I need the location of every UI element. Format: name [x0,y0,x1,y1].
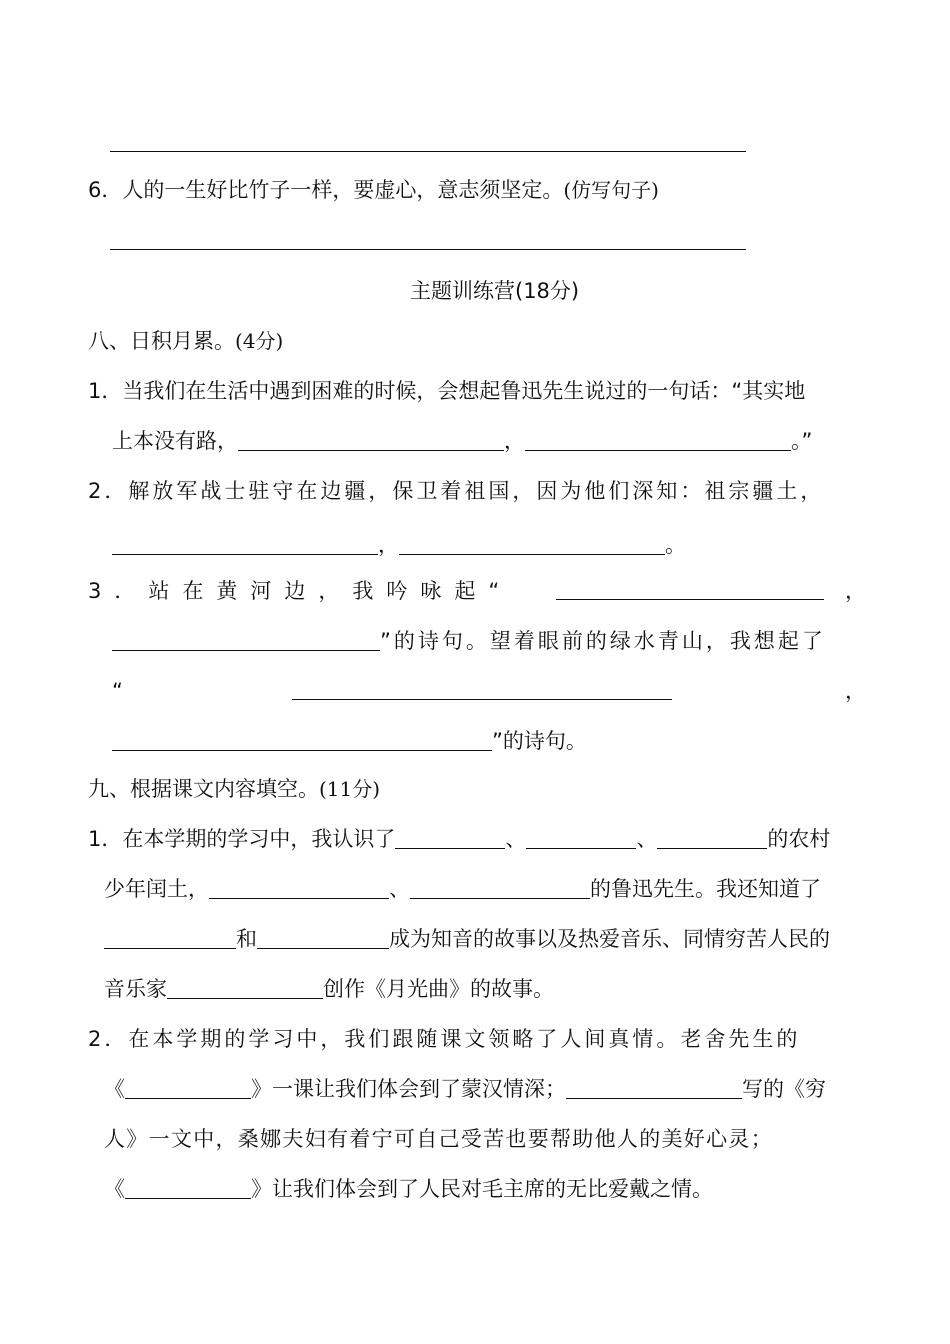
s8-question-1-line-1: 1．当我们在生活中遇到困难的时候，会想起鲁迅先生说过的一句话：“其实地 [88,379,806,403]
s9-question-1-line-4: 音乐家 创作《月光曲》的故事。 [104,977,554,1001]
fill-blank[interactable] [566,1078,742,1099]
section-9-heading-text: 九、根据课文内容填空。 [88,777,319,801]
s8-question-2-line-2: ， 。 [112,532,686,558]
question-6-text: 6．人的一生好比竹子一样，要虚心，意志须坚定。 [88,178,564,202]
question-6-note: (仿写句子) [563,178,659,202]
answer-line[interactable] [110,151,746,152]
fill-blank[interactable] [395,828,505,849]
fill-blank[interactable] [125,1078,251,1099]
fill-blank[interactable] [526,828,636,849]
section-8-heading-text: 八、日积月累。 [88,329,235,353]
fill-blank[interactable] [292,679,672,700]
s9-question-2-line-3: 人》一文中，桑娜夫妇有着宁可自己受苦也要帮助他人的美好心灵； [104,1127,773,1151]
fill-blank[interactable] [112,534,378,555]
fill-blank[interactable] [238,430,504,451]
s8-question-3-line-2: ”的诗句。望着眼前的绿水青山，我想起了 [112,628,826,654]
s8-question-3-line-4: ”的诗句。 [112,728,587,754]
s9-question-2-line-2: 《 》一课让我们体会到了蒙汉情深； 写的《穷 [104,1077,826,1101]
fill-blank[interactable] [410,878,590,899]
comma: ， [845,679,866,703]
fill-blank[interactable] [525,430,791,451]
fill-blank[interactable] [167,978,323,999]
fill-blank[interactable] [257,928,389,949]
open-quote: “ [112,679,123,703]
fill-blank[interactable] [125,1178,251,1199]
s8-question-1-line-2: 上本没有路， ， 。” [112,429,813,453]
question-6 [88,177,659,203]
s9-question-2-line-1: 2．在本学期的学习中，我们跟随课文领略了人间真情。老舍先生的 [88,1027,801,1051]
section-9-score: (11分) [319,777,381,801]
section-8-score: (4分) [235,329,284,353]
fill-blank[interactable] [112,630,380,651]
comma: ， [845,579,866,603]
section-9-heading [88,776,380,802]
fill-blank[interactable] [399,534,665,555]
section-title: 主题训练营(18分) [410,279,580,303]
fill-blank[interactable] [112,730,492,751]
s9-question-1-line-3: 和 成为知音的故事以及热爱音乐、同情穷苦人民的 [104,926,830,952]
fill-blank[interactable] [209,878,389,899]
answer-line[interactable] [110,249,746,250]
section-8-heading [88,328,283,354]
s8-question-3-line-1: 3．站在黄河边，我吟咏起“ [88,579,513,603]
fill-blank[interactable] [104,928,236,949]
s9-question-1-line-2: 少年闰土， 、 的鲁迅先生。我还知道了 [104,877,821,901]
s9-question-2-line-4: 《 》让我们体会到了人民对毛主席的无比爱戴之情。 [104,1177,713,1201]
fill-blank[interactable] [657,828,767,849]
s8-question-2-line-1: 2．解放军战士驻守在边疆，保卫着祖国，因为他们深知：祖宗疆土， [88,479,825,503]
fill-blank[interactable] [556,579,824,600]
s9-question-1-line-1: 1．在本学期的学习中，我认识了 、 、 的农村 [88,827,831,851]
